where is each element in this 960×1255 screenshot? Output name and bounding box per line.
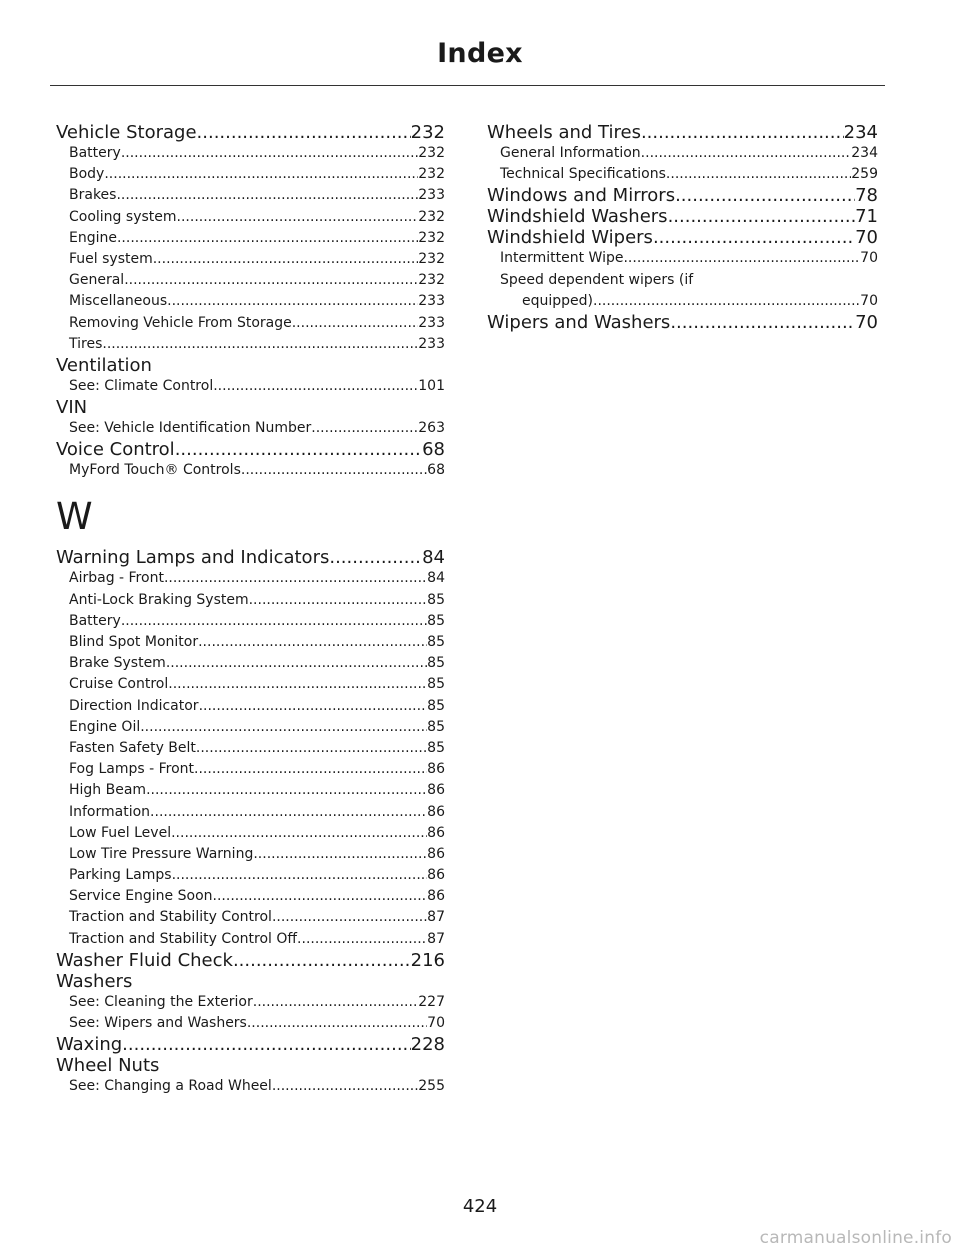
dot-leader [164, 568, 427, 589]
index-entry [487, 185, 878, 206]
dot-leader [124, 270, 418, 291]
index-subentry [56, 907, 445, 928]
index-subentry [487, 248, 878, 269]
dot-leader [122, 1034, 410, 1055]
page-title: Index [437, 38, 523, 69]
page-reference: 232 [418, 250, 445, 267]
page-reference: 86 [427, 888, 445, 905]
index-entry [56, 122, 445, 143]
entry-continuation [500, 291, 878, 312]
page-reference: 227 [418, 993, 445, 1010]
index-subentry [56, 1076, 445, 1097]
dot-leader [167, 291, 418, 312]
entry-label: MyFord Touch® Controls [69, 462, 241, 479]
page-number: 424 [462, 1196, 498, 1217]
index-entry [487, 122, 878, 143]
page-reference: 233 [418, 187, 445, 204]
dot-leader [116, 185, 418, 206]
page-reference: 71 [855, 206, 878, 228]
section-letter: W [56, 495, 93, 539]
dot-leader [593, 291, 860, 312]
index-entry [487, 227, 878, 248]
dot-leader [140, 717, 427, 738]
index-entry [56, 1034, 445, 1055]
index-subentry [56, 632, 445, 653]
page-reference: 232 [418, 229, 445, 246]
index-subentry [56, 738, 445, 759]
entry-label: Blind Spot Monitor [69, 634, 199, 650]
index-subentry [56, 185, 445, 206]
dot-leader [104, 164, 418, 185]
page-reference: 85 [427, 591, 445, 608]
page-reference: 86 [427, 845, 445, 862]
page-reference: 87 [427, 909, 445, 926]
index-subentry [56, 249, 445, 270]
index-subentry [56, 313, 445, 334]
index-subentry [56, 992, 445, 1013]
page-reference: 86 [427, 824, 445, 841]
entry-label: Traction and Stability Control Off [69, 930, 298, 947]
index-subentry [56, 802, 445, 823]
index-subentry [56, 418, 445, 439]
index-subentry [56, 674, 445, 695]
page-reference: 85 [427, 655, 445, 672]
dot-leader [121, 611, 427, 632]
page-reference: 232 [410, 122, 445, 143]
page-reference: 233 [418, 314, 445, 331]
dot-leader [311, 418, 418, 439]
dot-leader [641, 143, 852, 164]
entry-label: Anti-Lock Braking System [69, 591, 249, 608]
entry-label: Body [69, 166, 105, 183]
dot-leader [197, 122, 411, 143]
entry-label: See: Changing a Road Wheel [69, 1078, 272, 1095]
entry-label: See: Cleaning the Exterior [69, 993, 253, 1010]
entry-label: Fog Lamps - Front [69, 761, 195, 778]
dot-leader [247, 1013, 427, 1034]
page-reference: 85 [427, 612, 445, 629]
dot-leader [172, 865, 428, 886]
index-subentry [56, 844, 445, 865]
dot-leader [121, 143, 418, 164]
index-subentry [487, 164, 878, 185]
dot-leader [249, 590, 428, 611]
index-subentry [487, 270, 878, 312]
dot-leader [241, 460, 427, 481]
entry-label: Windshield Wipers [487, 227, 653, 249]
index-entry [56, 950, 445, 971]
dot-leader [150, 802, 427, 823]
page-reference: 101 [418, 377, 445, 394]
index-entry [487, 312, 878, 333]
entry-label: Fasten Safety Belt [69, 739, 196, 756]
page-reference: 86 [427, 803, 445, 820]
dot-leader [272, 907, 427, 928]
index-subentry [487, 143, 878, 164]
entry-label: Direction Indicator [69, 697, 199, 714]
dot-leader [196, 738, 427, 759]
entry-label: Warning Lamps and Indicators [56, 547, 330, 569]
page-reference: 216 [410, 949, 445, 971]
entry-label: Low Fuel Level [69, 824, 172, 841]
dot-leader [213, 376, 418, 397]
page-reference: 85 [427, 697, 445, 714]
page-reference: 85 [427, 739, 445, 756]
entry-label: See: Vehicle Identification Number [69, 420, 312, 437]
page-reference: 86 [427, 761, 445, 778]
entry-label: High Beam [69, 782, 147, 799]
page-reference: 70 [860, 250, 878, 267]
entry-label: See: Climate Control [69, 377, 214, 394]
entry-label: Brake System [69, 655, 166, 672]
entry-label: General Information [500, 145, 641, 161]
dot-leader [168, 674, 427, 695]
entry-label: Waxing [56, 1034, 123, 1056]
dot-leader [297, 929, 427, 950]
index-entry [56, 547, 445, 568]
entry-label: Removing Vehicle From Storage [69, 314, 292, 331]
entry-label: Low Tire Pressure Warning [69, 845, 254, 862]
page-reference: 70 [860, 292, 878, 309]
entry-label: Speed dependent wipers (if [500, 271, 694, 288]
page-reference: 233 [418, 335, 445, 352]
page-reference: 85 [427, 676, 445, 693]
page-reference: 232 [418, 166, 445, 183]
entry-label: See: Wipers and Washers [69, 1015, 247, 1031]
page-reference: 70 [427, 1015, 445, 1031]
entry-label: Fuel system [69, 250, 153, 267]
index-subentry [56, 270, 445, 291]
index-subentry [56, 376, 445, 397]
page-reference: 86 [427, 782, 445, 799]
index-subentry [56, 143, 445, 164]
page-reference: 259 [851, 166, 878, 183]
dot-leader [117, 228, 418, 249]
entry-label: Windshield Washers [487, 206, 668, 228]
dot-leader [253, 992, 419, 1013]
index-heading: Ventilation [56, 354, 152, 376]
dot-leader [272, 1076, 418, 1097]
index-subentry [56, 823, 445, 844]
dot-leader [199, 696, 428, 717]
entry-label: Service Engine Soon [69, 888, 213, 905]
index-subentry [56, 1013, 445, 1034]
index-subentry [56, 334, 445, 355]
index-subentry [56, 717, 445, 738]
page-reference: 70 [855, 311, 878, 333]
index-subentry [56, 611, 445, 632]
index-subentry [56, 590, 445, 611]
index-subentry [56, 460, 445, 481]
dot-leader [198, 632, 427, 653]
page-reference: 70 [855, 227, 878, 249]
entry-label: Cooling system [69, 208, 177, 225]
index-subentry [56, 228, 445, 249]
page-reference: 234 [843, 122, 878, 143]
entry-label: Technical Specifications [500, 166, 666, 183]
dot-leader [329, 547, 422, 568]
index-subentry [56, 653, 445, 674]
entry-label: Miscellaneous [69, 293, 168, 310]
entry-label: Wipers and Washers [487, 311, 671, 333]
page-reference: 87 [427, 930, 445, 947]
index-column-right [487, 122, 878, 333]
dot-leader [233, 950, 411, 971]
dot-leader [102, 334, 418, 355]
entry-label: Brakes [69, 187, 117, 204]
page-reference: 263 [418, 420, 445, 437]
page-reference: 68 [427, 462, 445, 479]
dot-leader [641, 122, 844, 143]
dot-leader [177, 207, 419, 228]
entry-label: Intermittent Wipe [500, 250, 624, 267]
dot-leader [653, 227, 855, 248]
entry-label: Engine Oil [69, 718, 141, 735]
index-subentry [56, 780, 445, 801]
entry-label: Voice Control [56, 439, 175, 461]
dot-leader [213, 886, 428, 907]
page-reference: 85 [427, 718, 445, 735]
page-reference: 232 [418, 272, 445, 289]
index-subentry [56, 865, 445, 886]
page-reference: 232 [418, 145, 445, 161]
page-reference: 232 [418, 208, 445, 225]
entry-label: Battery [69, 612, 121, 629]
index-subentry [56, 568, 445, 589]
entry-label: Parking Lamps [69, 867, 172, 884]
dot-leader [292, 313, 419, 334]
entry-label: Engine [69, 229, 117, 246]
page-reference: 233 [418, 293, 445, 310]
page-reference: 84 [427, 570, 445, 587]
entry-label: Cruise Control [69, 676, 169, 693]
dot-leader [666, 164, 851, 185]
index-subentry [56, 207, 445, 228]
entry-label: Windows and Mirrors [487, 185, 676, 207]
page-reference: 255 [418, 1078, 445, 1095]
page-reference: 86 [427, 867, 445, 884]
index-heading: Washers [56, 970, 133, 992]
dot-leader [146, 780, 427, 801]
entry-label: Washer Fluid Check [56, 949, 233, 971]
index-subentry [56, 929, 445, 950]
dot-leader [166, 653, 427, 674]
index-subentry [56, 886, 445, 907]
page-reference: 78 [855, 185, 878, 207]
dot-leader [675, 185, 855, 206]
index-heading: VIN [56, 397, 88, 419]
entry-label: Vehicle Storage [56, 122, 197, 143]
entry-label: Battery [69, 145, 121, 161]
page-reference: 68 [422, 439, 445, 461]
header-divider [50, 85, 885, 86]
dot-leader [194, 759, 427, 780]
dot-leader [670, 312, 855, 333]
entry-label: Airbag - Front [69, 570, 164, 587]
entry-label: Tires [69, 335, 103, 352]
page-reference: 228 [410, 1034, 445, 1056]
entry-label: Wheels and Tires [487, 122, 641, 143]
index-column-left [56, 122, 445, 1097]
page-reference: 85 [427, 634, 445, 650]
index-entry [56, 439, 445, 460]
dot-leader [668, 206, 856, 227]
entry-label: General [69, 272, 125, 289]
entry-label-continued: equipped) [522, 292, 593, 309]
dot-leader [153, 249, 419, 270]
watermark: carmanualsonline.info [759, 1228, 952, 1248]
entry-label: Traction and Stability Control [69, 909, 272, 926]
index-heading: Wheel Nuts [56, 1055, 160, 1077]
dot-leader [171, 823, 427, 844]
dot-leader [175, 439, 422, 460]
index-subentry [56, 696, 445, 717]
index-entry [487, 206, 878, 227]
index-subentry [56, 759, 445, 780]
index-subentry [56, 291, 445, 312]
index-subentry [56, 164, 445, 185]
page-reference: 234 [851, 145, 878, 161]
dot-leader [253, 844, 427, 865]
page-reference: 84 [422, 547, 445, 569]
dot-leader [623, 248, 860, 269]
entry-label: Information [69, 803, 151, 820]
